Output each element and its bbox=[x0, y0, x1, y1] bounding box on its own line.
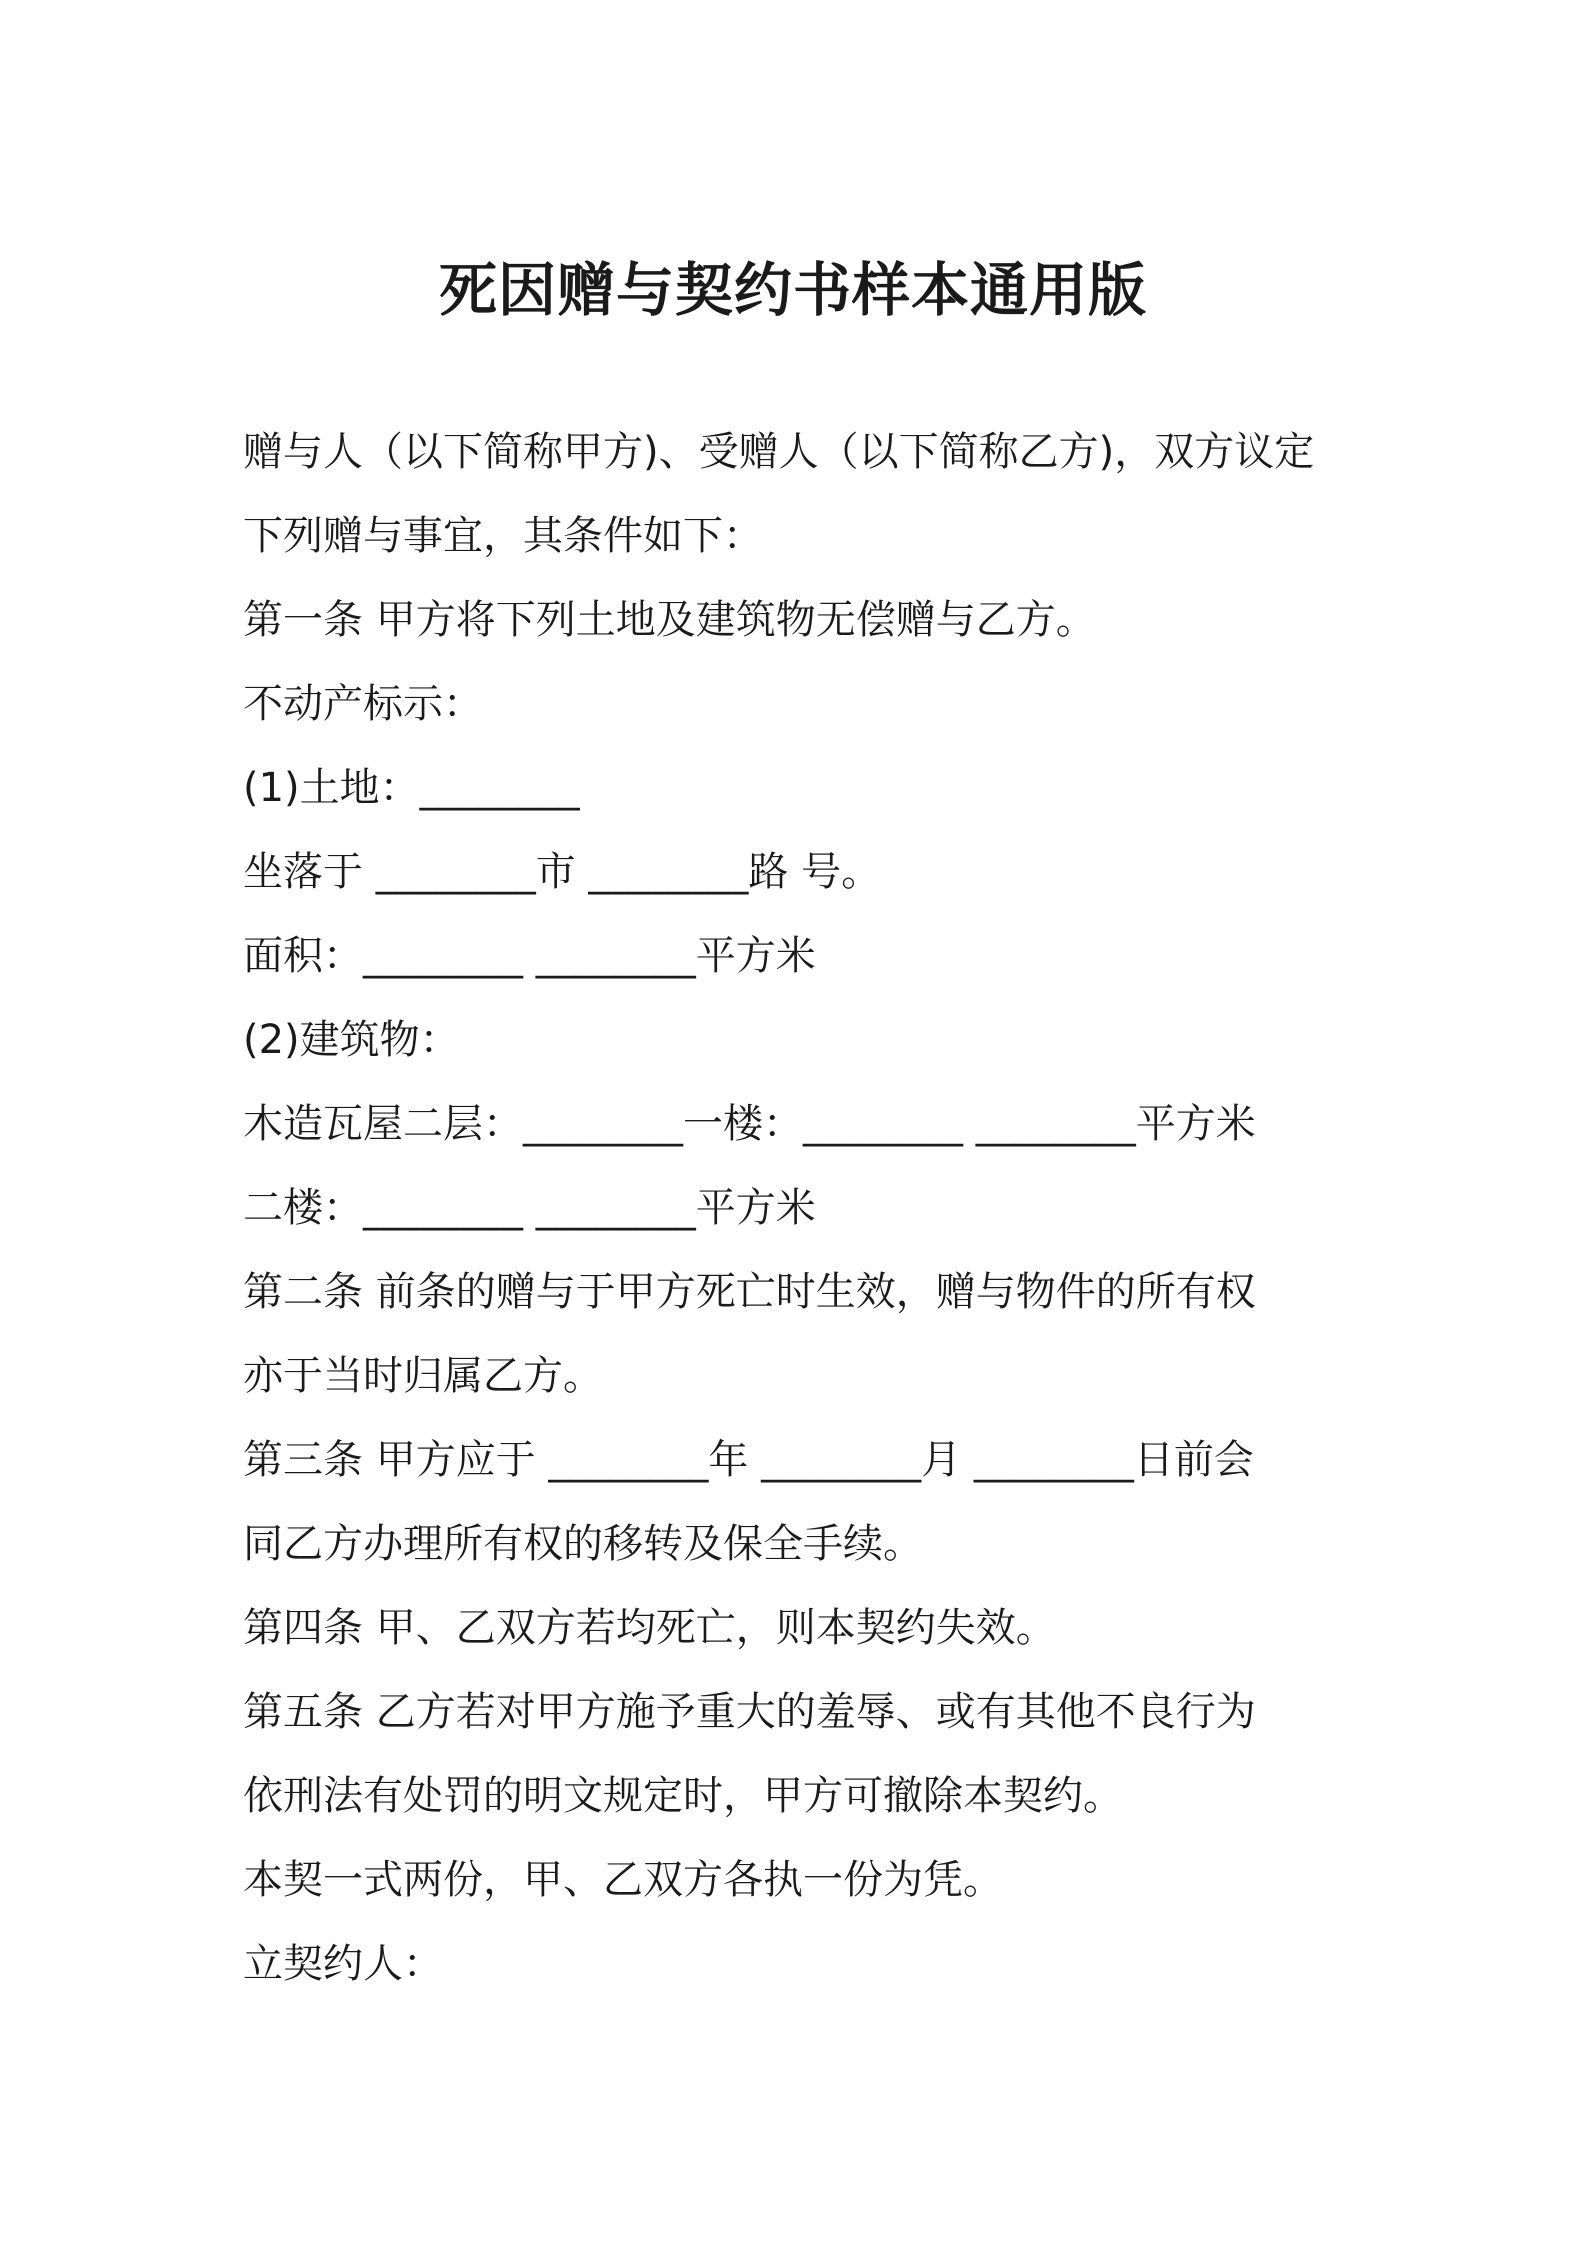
article-4-line: 第四条 甲、乙双方若均死亡，则本契约失效。 bbox=[243, 1605, 1056, 1651]
building-floor1-line: 木造瓦屋二层：________一楼：________ ________平方米 bbox=[243, 1101, 1256, 1147]
copies-line: 本契一式两份，甲、乙双方各执一份为凭。 bbox=[243, 1857, 1003, 1903]
article-2-line: 第二条 前条的赠与于甲方死亡时生效，赠与物件的所有权 bbox=[243, 1269, 1256, 1315]
article-3-line: 第三条 甲方应于 ________年 ________月 ________日前会 bbox=[243, 1437, 1254, 1483]
paragraph-line: 赠与人（以下简称甲方)、受赠人（以下简称乙方)，双方议定 bbox=[243, 429, 1315, 475]
document-title: 死因赠与契约书样本通用版 bbox=[438, 256, 1147, 324]
document-body bbox=[243, 410, 1363, 2006]
building-label: (2)建筑物： bbox=[243, 1017, 460, 1063]
land-line: (1)土地：________ bbox=[243, 765, 580, 811]
article-3-line: 同乙方办理所有权的移转及保全手续。 bbox=[243, 1521, 923, 1567]
area-line: 面积：________ ________平方米 bbox=[243, 933, 816, 979]
property-label: 不动产标示： bbox=[243, 681, 483, 727]
signatory-line: 立契约人： bbox=[243, 1941, 443, 1987]
article-5-line: 第五条 乙方若对甲方施予重大的羞辱、或有其他不良行为 bbox=[243, 1689, 1256, 1735]
article-2-line: 亦于当时归属乙方。 bbox=[243, 1353, 603, 1399]
paragraph-line: 下列赠与事宜，其条件如下： bbox=[243, 513, 763, 559]
location-line: 坐落于 ________市 ________路 号。 bbox=[243, 849, 882, 895]
article-1-line: 第一条 甲方将下列土地及建筑物无偿赠与乙方。 bbox=[243, 597, 1096, 643]
building-floor2-line: 二楼：________ ________平方米 bbox=[243, 1185, 816, 1231]
article-5-line: 依刑法有处罚的明文规定时，甲方可撤除本契约。 bbox=[243, 1773, 1123, 1819]
